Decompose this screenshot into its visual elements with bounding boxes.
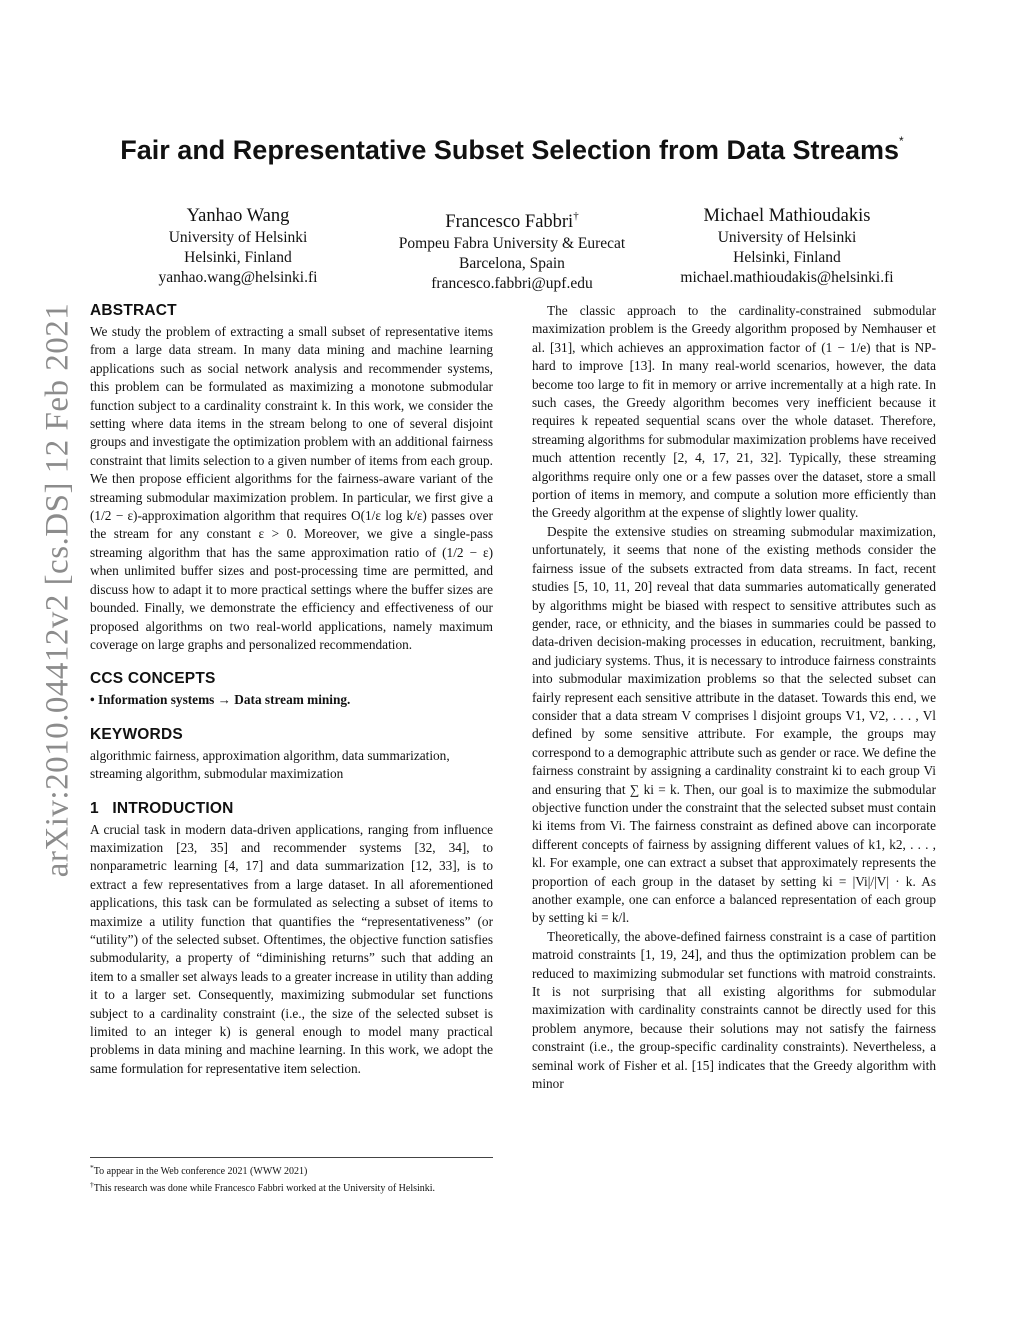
abstract-heading: ABSTRACT	[90, 302, 177, 319]
ccs-heading: CCS CONCEPTS	[90, 670, 216, 688]
author-location: Helsinki, Finland	[184, 248, 292, 266]
keywords-text: algorithmic fairness, approximation algorithm, data summarization, streaming algorithm, submodular maximization	[90, 747, 450, 782]
introduction-paragraph-4: Theoretically, the above-defined fairness constraint is a case of partition matroid constraints [1, 19, 24], and thus the optimization problem can be reduced to maximizing submodular set functions with matroid constraints. It is not surprising that all existing algorithms for submodular maximization with cardinality constraints cannot be directly used for this problem anymore, because their solutions may not satisfy the fairness constraint (i.e., the group-specific cardinality constraints). Nevertheless, a seminal work of Fisher et al. [15] indicates that the Greedy algorithm with minor	[532, 928, 936, 1092]
author-affiliation: University of Helsinki	[168, 229, 308, 246]
introduction-paragraph-1: A crucial task in modern data-driven applications, ranging from influence maximization [23, 35] and recommender systems [32, 34], to nonparametric learning [4, 17] and data summarization [12, 33], is to extract a few representatives from a large dataset. In all aforementioned applications, this task can be formulated as selecting a subset of items to maximize a utility function that quantifies the “representativeness” (or “utility”) of the selected subset. Oftentimes, the objective function satisfies submodularity, a property of “diminishing returns” such that adding an item to a smaller set always leads to a greater increase in utility than adding it to a larger set. Consequently, maximizing submodular set functions subject to a cardinality constraint (i.e., the size of the selected subset is limited to an integer k) is general enough to model many practical problems in data mining and machine learning. In this work, we adopt the same formulation for representative item selection.	[90, 821, 493, 1076]
footnotes	[90, 1157, 493, 1195]
author-footnote-mark: †	[573, 210, 579, 222]
author-affiliation: University of Helsinki	[717, 229, 857, 246]
author-block-3	[662, 204, 912, 287]
author-email: yanhao.wang@helsinki.fi	[158, 268, 318, 286]
author-name: Yanhao Wang	[186, 206, 290, 226]
left-column	[90, 301, 493, 1078]
footnote-1	[90, 1161, 493, 1178]
author-location: Helsinki, Finland	[733, 248, 841, 266]
introduction-paragraph-2: The classic approach to the cardinality-constrained submodular maximization problem is the Greedy algorithm proposed by Nemhauser et al. [31], which achieves an approximation factor of (1 − 1/e) that is NP-hard to improve [13]. In many real-world scenarios, however, the data become too large to fit in memory or arrive incrementally at a high rate. In such cases, the Greedy algorithm becomes very inefficient because it requires k repeated sequential scans over the whole dataset. Therefore, streaming algorithms for submodular maximization problems have received much attention recently [2, 4, 17, 21, 32]. Typically, these streaming algorithms require only one or a few passes over the dataset, store a small portion of items in memory, and compute a solution more efficiently than the Greedy algorithm at the expense of slightly lower quality.	[532, 303, 936, 521]
footnote-mark: †	[90, 1180, 94, 1189]
right-column	[532, 302, 936, 1093]
author-location: Barcelona, Spain	[459, 254, 565, 272]
keywords-heading: KEYWORDS	[90, 725, 183, 743]
author-name: Francesco Fabbri	[445, 212, 574, 232]
author-block-2	[372, 204, 652, 293]
author-affiliation: Pompeu Fabra University & Eurecat	[398, 235, 626, 252]
title-text: Fair and Representative Subset Selection from Data Streams	[120, 135, 900, 165]
footnote-text: To appear in the Web conference 2021 (WWW 2021)	[93, 1166, 308, 1177]
footnote-text: This research was done while Francesco Fabbri worked at the University of Helsinki.	[93, 1183, 436, 1194]
footnote-mark: *	[90, 1163, 94, 1172]
arxiv-identifier: arXiv:2010.04412v2 [cs.DS] 12 Feb 2021	[39, 302, 76, 878]
introduction-heading: 1 INTRODUCTION	[90, 799, 234, 817]
author-block-1	[138, 204, 338, 287]
introduction-paragraph-3: Despite the extensive studies on streaming submodular maximization, unfortunately, it seems that none of the existing methods consider the fairness issue of the subsets extracted from data streams. In fact, recent studies [5, 10, 11, 20] reveal that data summaries automatically generated by algorithms might be biased with respect to sensitive attributes such as gender, race, or ethnicity, and the biases in summaries could be passed to data-driven decision-making processes in education, recruitment, banking, and judiciary systems. Thus, it is necessary to introduce fairness constraints into submodular maximization problems so that the selected subset can fairly represent each sensitive attribute in the dataset. Towards this end, we consider that a data stream V comprises l disjoint groups V1, V2, . . . , Vl defined by some sensitive attribute. For example, the groups may correspond to a demographic attribute such as gender or race. We define the fairness constraint by assigning a cardinality constraint ki to each group Vi and ensuring that ∑ ki = k. Then, our goal is to maximize the submodular objective function under the constraint that the selected subset must contain ki items from Vi. The fairness constraint as defined above can incorporate different concepts of fairness by assigning different values of k1, k2, . . . , kl. For example, one can extract a subset that approximately represents the proportion of each group in the dataset by setting ki = |Vi|/|V| · k. As another example, one can enforce a balanced representation of each group by setting ki = k/l.	[532, 523, 936, 926]
paper-title	[0, 134, 1024, 166]
author-name: Michael Mathioudakis	[703, 206, 871, 226]
author-email: francesco.fabbri@upf.edu	[431, 274, 593, 292]
ccs-text: • Information systems → Data stream mining.	[90, 692, 351, 708]
title-footnote-mark: *	[899, 134, 904, 148]
footnote-2	[90, 1178, 493, 1195]
author-email: michael.mathioudakis@helsinki.fi	[680, 268, 894, 286]
abstract-text: We study the problem of extracting a small subset of representative items from a large data stream. In many data mining and machine learning applications such as social network analysis and recommender systems, this problem can be formulated as maximizing a monotone submodular function subject to a cardinality constraint k. In this work, we consider the setting where data items in the stream belong to one of several disjoint groups and investigate the optimization problem with an additional fairness constraint that limits selection to a given number of items from each group. We then propose efficient algorithms for the fairness-aware variant of the streaming submodular maximization problem. In particular, we first give a (1/2 − ε)-approximation algorithm that requires O(1/ε log k/ε) passes over the stream for any constant ε > 0. Moreover, we give a single-pass streaming algorithm that has the same approximation ratio of (1/2 − ε) when unlimited buffer sizes and post-processing time are permitted, and discuss how to adapt it to more practical settings where the buffer sizes are bounded. Finally, we demonstrate the efficiency and effectiveness of our proposed algorithms on two real-world applications, namely maximum coverage on large graphs and personalized recommendation.	[90, 324, 493, 652]
